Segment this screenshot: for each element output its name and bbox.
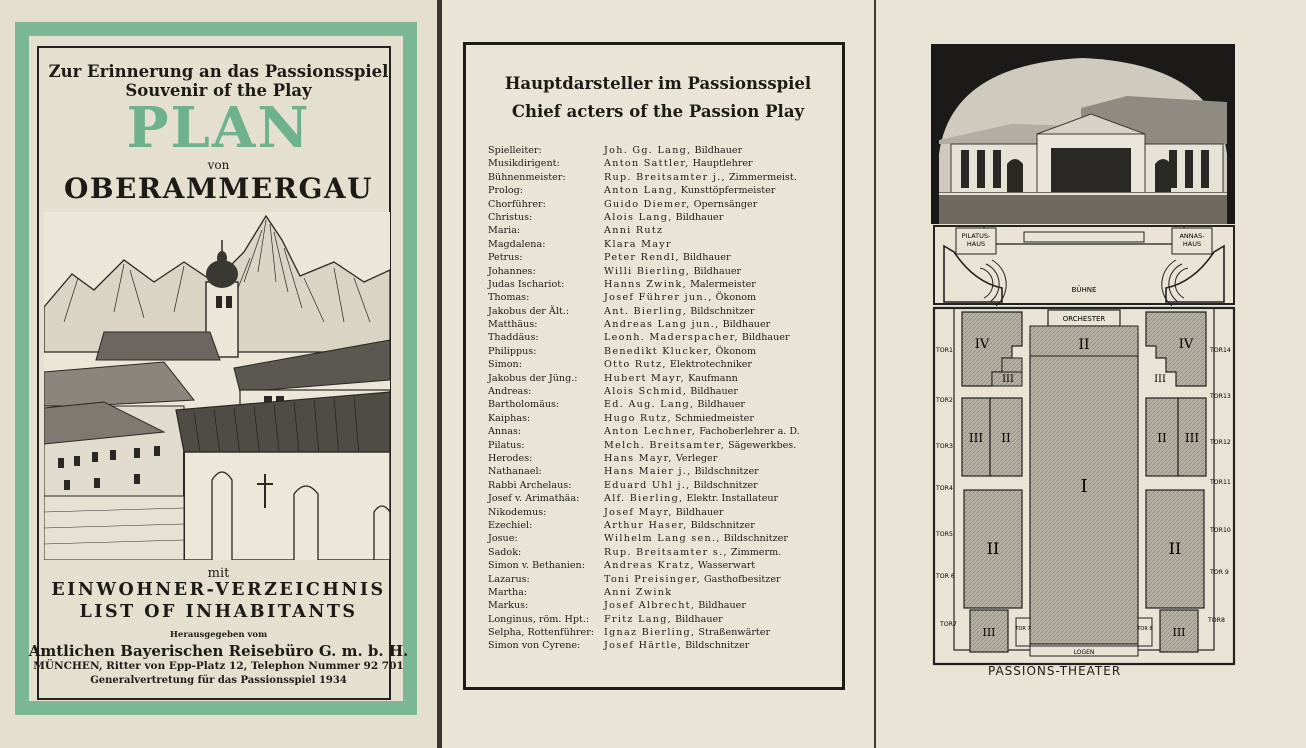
cast-actor-name: Otto Rutz, — [604, 359, 667, 371]
cast-row — [488, 372, 838, 385]
cast-role: Prolog: — [488, 185, 524, 197]
cast-actor-profession: Bildschnitzer — [693, 479, 758, 491]
cast-actor-profession: Kunsttöpfermeister — [680, 185, 776, 197]
cast-role: Selpha, Rottenführer: — [488, 627, 595, 639]
cast-role: Rabbi Archelaus: — [488, 479, 572, 491]
gate-left-5: TOR5 — [936, 531, 953, 538]
section-II-top-label: II — [1078, 337, 1090, 353]
gate-right-9: TOR 9 — [1210, 569, 1229, 576]
cast-actor — [604, 171, 797, 184]
cast-row — [488, 331, 838, 344]
souvenir-english: Souvenir of the Play — [125, 81, 312, 100]
gate-right-11: TOR11 — [1210, 479, 1231, 486]
cast-actor-profession: Sägewerkbes. — [728, 439, 797, 451]
cast-actor-name: Benedikt Klucker, — [604, 345, 713, 357]
cast-actor — [604, 372, 738, 385]
cast-actor-profession: Bildhauer — [675, 613, 723, 625]
cast-actor-name: Hanns Zwink, — [604, 278, 688, 290]
cast-actor-name: Rup. Breitsamter s., — [604, 546, 728, 558]
cast-row — [488, 412, 838, 425]
town-title: OBERAMMERGAU — [63, 172, 374, 205]
cast-row — [488, 358, 838, 371]
cast-role: Longinus, röm. Hpt.: — [488, 613, 590, 625]
cast-role: Maria: — [488, 225, 521, 237]
cast-actor-profession: Zimmermeist. — [728, 171, 797, 183]
cast-list — [488, 144, 838, 653]
cast-actor — [604, 291, 756, 304]
cast-actor-profession: Wasserwart — [697, 560, 756, 572]
cast-actor-profession: Bildhauer — [697, 399, 745, 411]
publisher-name: Amtlichen Bayerischen Reisebüro G. m. b. H. — [28, 642, 409, 660]
cast-actor-name: Anton Lechner, — [604, 426, 697, 438]
cast-actor-profession: Straßenwärter — [698, 627, 771, 639]
cast-role: Nikodemus: — [488, 506, 547, 518]
annas-haus-label-1: ANNAS- — [1179, 232, 1205, 240]
cast-actor — [604, 157, 753, 170]
annas-haus-label-2: HAUS — [1182, 240, 1202, 248]
cast-actor-profession: Bildschnitzer — [685, 640, 750, 652]
cast-actor — [604, 532, 788, 545]
cast-actor — [604, 224, 663, 237]
cast-role: Markus: — [488, 600, 529, 612]
section-III-left-bottom-label: III — [982, 626, 996, 639]
cast-actor — [604, 211, 723, 224]
cast-role: Bartholomäus: — [488, 399, 560, 411]
gate-right-14: TOR14 — [1210, 347, 1231, 354]
cast-actor — [604, 452, 717, 465]
cast-actor — [604, 265, 741, 278]
cast-actor-profession: Bildschnitzer — [690, 305, 755, 317]
cast-actor — [604, 278, 756, 291]
cast-actor — [604, 238, 672, 251]
cast-actor — [604, 586, 672, 599]
cast-actor-name: Ignaz Bierling, — [604, 627, 696, 639]
cast-actor-profession: Gasthofbesitzer — [703, 573, 781, 585]
cast-row — [488, 211, 838, 224]
cast-actor — [604, 573, 781, 586]
cast-row — [488, 532, 838, 545]
cast-actor-name: Anton Sattler, — [604, 158, 690, 170]
cast-actor-profession: Bildhauer — [694, 145, 743, 156]
cast-role: Matthäus: — [488, 319, 538, 331]
section-II-right-low-label: II — [1168, 539, 1182, 558]
cast-row — [488, 613, 838, 626]
gate-right-12: TOR12 — [1210, 439, 1231, 446]
cast-actor — [604, 251, 731, 264]
agency-note: Generalvertretung für das Passionsspiel 1934 — [90, 675, 347, 686]
theater-photo — [931, 44, 1235, 224]
cast-actor-name: Willi Bierling, — [604, 265, 691, 277]
orchester-label: ORCHESTER — [1062, 315, 1106, 323]
cast-row — [488, 479, 838, 492]
cast-title-english: Chief acters of the Passion Play — [511, 102, 805, 121]
section-II-left-low-label: II — [986, 539, 1000, 558]
cast-actor-profession: Malermeister — [690, 278, 756, 290]
cast-row — [488, 425, 838, 438]
village-illustration — [44, 212, 390, 560]
cast-actor-profession: Bildschnitzer — [690, 519, 755, 531]
mit-label: mit — [207, 566, 230, 581]
cast-actor-name: Alf. Bierling, — [604, 493, 684, 505]
publisher-address: MÜNCHEN, Ritter von Epp-Platz 12, Telephon Nummer 92 701 — [33, 660, 404, 672]
cast-actor-name: Toni Preisinger, — [604, 573, 701, 585]
cast-row — [488, 586, 838, 599]
cast-actor — [604, 412, 754, 425]
cast-role: Christus: — [488, 211, 533, 223]
cast-actor-name: Anni Rutz — [604, 225, 664, 237]
cast-role: Bühnenmeister: — [488, 171, 566, 183]
cast-row — [488, 385, 838, 398]
cast-role: Simon: — [488, 359, 522, 371]
pilatus-haus-label-1: PILATUS- — [961, 232, 991, 240]
cast-role: Herodes: — [488, 452, 533, 464]
cast-row — [488, 559, 838, 572]
cast-actor-profession: Ökonom — [715, 292, 757, 304]
cast-actor-name: Hans Maier j., — [604, 466, 692, 478]
cast-actor-name: Wilhelm Lang sen., — [604, 533, 721, 545]
cast-role: Andreas: — [488, 386, 532, 398]
cast-actor-profession: Opernsänger — [693, 198, 758, 210]
cast-actor-profession: Fachoberlehrer a. D. — [699, 426, 800, 438]
cast-row — [488, 452, 838, 465]
cast-role: Musikdirigent: — [488, 158, 560, 170]
cast-actor-name: Alois Lang, — [604, 211, 673, 223]
cast-role: Philippus: — [488, 345, 537, 357]
cast-row — [488, 251, 838, 264]
cast-actor — [604, 559, 755, 572]
cast-row — [488, 291, 838, 304]
section-III-left-top-label: III — [1002, 374, 1014, 385]
cast-actor — [604, 626, 770, 639]
cast-row — [488, 157, 838, 170]
cast-actor-profession: Bildschnitzer — [694, 466, 759, 478]
cast-row — [488, 599, 838, 612]
cast-actor — [604, 331, 790, 344]
cast-actor-profession: Bildhauer — [690, 386, 738, 398]
cast-actor-name: Andreas Lang jun., — [604, 319, 720, 331]
cast-row — [488, 144, 838, 157]
cast-actor-name: Anni Zwink — [604, 586, 673, 598]
cast-role: Martha: — [488, 586, 528, 598]
cast-actor-profession: Elektr. Installateur — [686, 493, 779, 505]
cast-row — [488, 265, 838, 278]
section-III-right-bottom-label: III — [1172, 626, 1186, 639]
cast-role: Petrus: — [488, 252, 523, 264]
cast-row — [488, 492, 838, 505]
gate-right-13: TOR13 — [1210, 393, 1231, 400]
gate-left-4: TOR4 — [936, 485, 953, 492]
cast-actor-name: Leonh. Maderspacher, — [604, 332, 739, 344]
passions-theater-caption: PASSIONS-THEATER — [988, 664, 1122, 678]
cast-actor — [604, 198, 757, 211]
cast-row — [488, 465, 838, 478]
cast-role: Johannes: — [488, 265, 536, 277]
gate-right-10: TOR10 — [1210, 527, 1231, 534]
cast-actor-name: Hugo Rutz, — [604, 412, 672, 424]
cast-row — [488, 305, 838, 318]
cast-title-german: Hauptdarsteller im Passionsspiel — [504, 74, 812, 93]
gate-inner-left: TOR 7 — [1015, 626, 1031, 632]
cast-row — [488, 546, 838, 559]
cast-actor-name: Alois Schmid, — [604, 386, 688, 398]
cast-role: Jakobus der Jüng.: — [488, 372, 578, 384]
cast-actor — [604, 318, 770, 331]
cast-actor — [604, 184, 775, 197]
cast-actor-name: Ed. Aug. Lang, — [604, 399, 695, 411]
cast-actor-profession: Kaufmann — [688, 372, 738, 384]
cast-actor-profession: Bildschnitzer — [723, 533, 788, 545]
gate-right-8: TOR8 — [1208, 617, 1225, 624]
cast-actor-profession: Bildhauer — [722, 319, 771, 331]
cast-role: Thaddäus: — [488, 332, 539, 344]
section-IV-right-label: IV — [1178, 337, 1194, 352]
cast-role: Annas: — [488, 426, 522, 438]
cast-actor — [604, 506, 723, 519]
cast-actor — [604, 613, 723, 626]
cast-role: Judas Ischariot: — [488, 278, 565, 290]
cast-actor — [604, 465, 759, 478]
gate-left-2: TOR2 — [936, 397, 953, 404]
cast-role: Spielleiter: — [488, 145, 542, 156]
cast-actor-profession: Bildhauer — [675, 506, 724, 518]
section-IV-left-label: IV — [974, 337, 990, 352]
cast-row — [488, 224, 838, 237]
cast-row — [488, 439, 838, 452]
cast-actor-name: Anton Lang, — [604, 185, 678, 197]
cast-actor-profession: Verleger — [675, 452, 718, 464]
cast-actor — [604, 439, 796, 452]
cast-actor — [604, 345, 756, 358]
section-III-right-top-label: III — [1154, 374, 1166, 385]
section-I-label: I — [1080, 476, 1088, 497]
cast-actor-profession: Bildhauer — [675, 211, 724, 223]
cast-actor — [604, 358, 752, 371]
cast-role: Nathanael: — [488, 466, 542, 478]
cast-row — [488, 238, 838, 251]
cast-row — [488, 278, 838, 291]
cast-actor-name: Hans Mayr, — [604, 452, 673, 464]
buehne-label: BÜHNE — [1071, 286, 1097, 294]
cast-actor — [604, 599, 746, 612]
cast-actor-name: Josef Führer jun., — [604, 292, 713, 304]
cast-actor-name: Melch. Breitsamter, — [604, 439, 726, 451]
cast-role: Lazarus: — [488, 573, 530, 585]
cast-role: Thomas: — [488, 292, 530, 304]
publisher-intro: Herausgegeben vom — [169, 630, 268, 640]
cast-actor — [604, 546, 781, 559]
directory-german: EINWOHNER-VERZEICHNIS — [51, 580, 386, 600]
cast-row — [488, 318, 838, 331]
section-II-right-mid-label: II — [1157, 431, 1167, 445]
cast-actor-name: Rup. Breitsamter j., — [604, 171, 726, 183]
cast-actor-name: Joh. Gg. Lang, — [604, 145, 692, 156]
cast-actor — [604, 519, 755, 532]
cast-role: Jakobus der Ält.: — [488, 305, 570, 317]
cast-role: Magdalena: — [488, 238, 546, 250]
cast-actor-profession: Bildhauer — [741, 332, 790, 344]
cast-actor — [604, 492, 778, 505]
gate-inner-right: TOR 8 — [1137, 626, 1153, 632]
cast-row — [488, 519, 838, 532]
cast-role: Ezechiel: — [488, 519, 533, 531]
cast-role: Josue: — [488, 533, 518, 545]
cast-actor-profession: Bildhauer — [693, 265, 742, 277]
cast-row — [488, 626, 838, 639]
cast-row — [488, 573, 838, 586]
cast-actor-profession: Bildhauer — [682, 252, 731, 264]
gate-left-6: TOR 6 — [936, 573, 955, 580]
cast-row — [488, 398, 838, 411]
cast-row — [488, 171, 838, 184]
cast-actor — [604, 479, 758, 492]
cast-actor-name: Fritz Lang, — [604, 613, 673, 625]
cast-actor-name: Guido Diemer, — [604, 198, 691, 210]
section-II-left-mid-label: II — [1001, 431, 1011, 445]
cast-actor-name: Ant. Bierling, — [604, 305, 688, 317]
cast-actor — [604, 385, 738, 398]
cast-actor — [604, 144, 742, 157]
section-III-right-mid-label: III — [1184, 431, 1200, 445]
gate-left-7: TOR7 — [940, 621, 957, 628]
cast-actor-name: Josef Albrecht, — [604, 600, 696, 612]
cast-actor — [604, 425, 800, 438]
cast-role: Simon v. Bethanien: — [488, 560, 585, 572]
gate-left-1: TOR1 — [936, 347, 953, 354]
plan-title: PLAN — [126, 95, 311, 161]
cast-actor-name: Josef Mayr, — [604, 506, 673, 518]
cast-row — [488, 345, 838, 358]
cast-actor-name: Andreas Kratz, — [604, 560, 695, 572]
von-label: von — [207, 158, 230, 172]
cast-row — [488, 184, 838, 197]
cast-actor-name: Arthur Haser, — [604, 519, 688, 531]
cast-actor-profession: Elektrotechniker — [669, 359, 753, 371]
cast-row — [488, 506, 838, 519]
cast-actor-name: Hubert Mayr, — [604, 372, 685, 384]
souvenir-german: Zur Erinnerung an das Passionsspiel — [48, 62, 389, 81]
cast-actor-profession: Hauptlehrer — [692, 158, 753, 170]
cast-role: Chorführer: — [488, 198, 546, 210]
cast-row — [488, 198, 838, 211]
cast-actor — [604, 398, 745, 411]
cast-role: Simon von Cyrene: — [488, 640, 581, 652]
gate-left-3: TOR3 — [936, 443, 953, 450]
cast-role: Kaiphas: — [488, 412, 531, 424]
logen-label: LOGEN — [1073, 649, 1095, 656]
cast-actor-profession: Ökonom — [715, 345, 757, 357]
pilatus-haus-label-2: HAUS — [966, 240, 986, 248]
directory-english: LIST OF INHABITANTS — [79, 602, 358, 622]
cast-role: Sadok: — [488, 546, 522, 558]
cast-row — [488, 639, 838, 652]
section-III-left-mid-label: III — [968, 431, 984, 445]
cast-actor-name: Klara Mayr — [604, 238, 672, 250]
cast-actor-profession: Bildhauer — [698, 600, 746, 612]
theater-floor-plan — [924, 222, 1244, 668]
cast-actor-name: Josef Härtle, — [604, 640, 683, 652]
cast-actor — [604, 305, 754, 318]
cast-actor-profession: Zimmerm. — [730, 546, 782, 558]
cast-actor-name: Eduard Uhl j., — [604, 479, 691, 491]
cast-actor-name: Peter Rendl, — [604, 252, 680, 264]
cast-role: Pilatus: — [488, 439, 525, 451]
cast-role: Josef v. Arimathäa: — [488, 493, 580, 505]
cast-actor-profession: Schmiedmeister — [674, 412, 754, 424]
cast-actor — [604, 639, 749, 652]
